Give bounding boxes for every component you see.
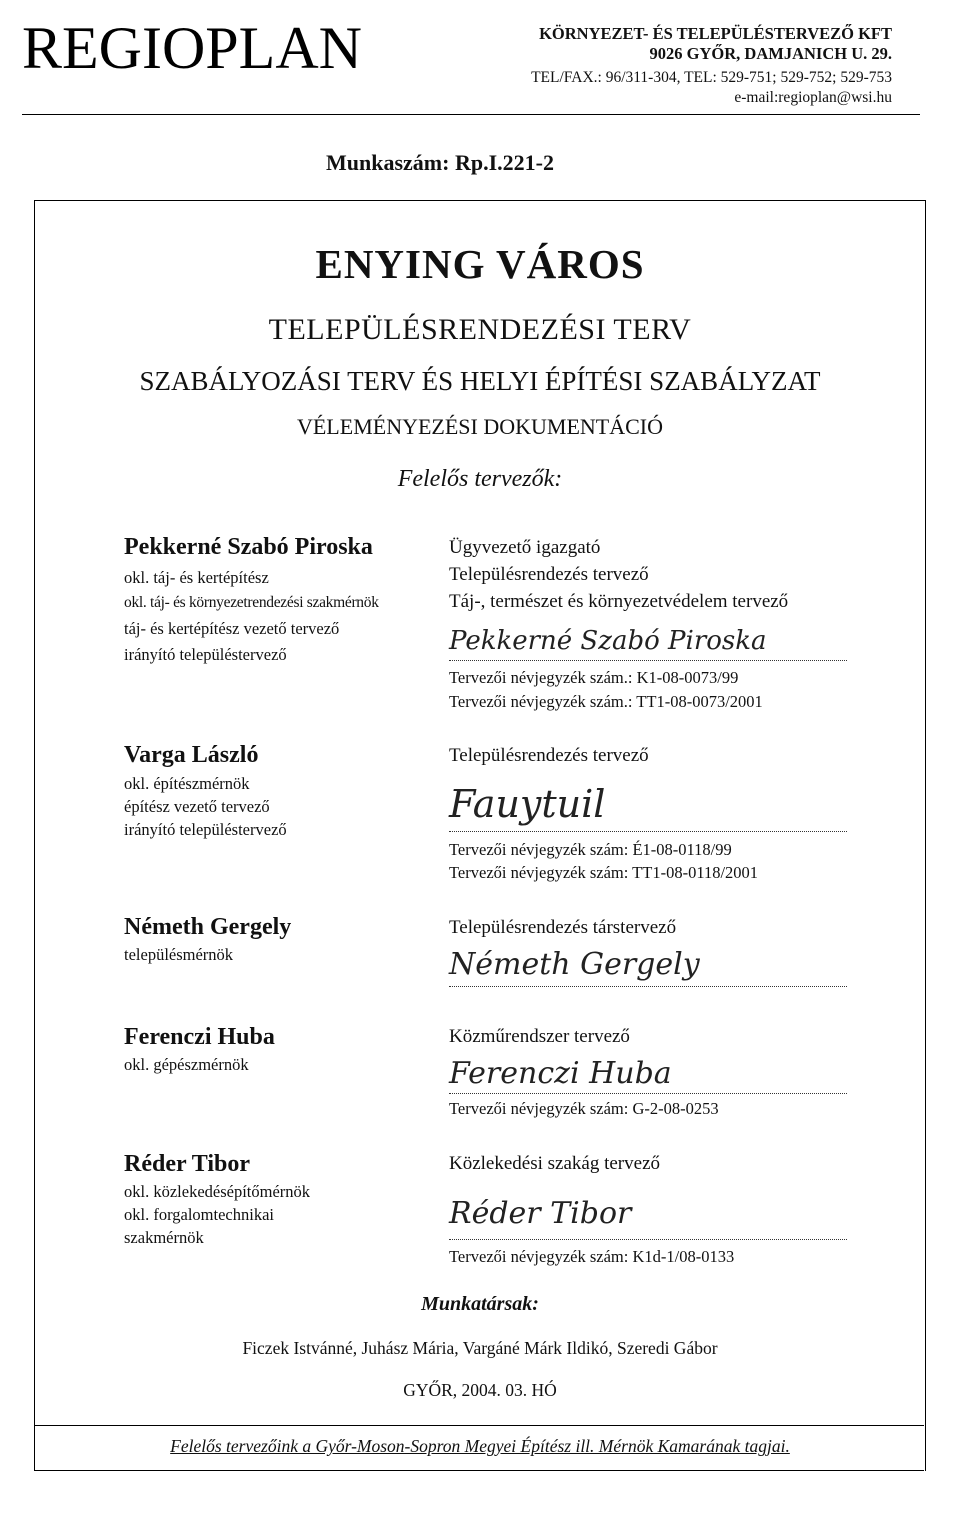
signature: Németh Gergely bbox=[449, 947, 700, 982]
planner-qualification: településmérnök bbox=[124, 945, 234, 964]
planner-name: Varga László bbox=[124, 742, 259, 768]
plan-title: TELEPÜLÉSRENDEZÉSI TERV bbox=[268, 313, 692, 346]
signature-line bbox=[449, 1093, 847, 1094]
signature-line bbox=[449, 831, 847, 832]
planner-qualification: építész vezető tervező bbox=[124, 797, 270, 816]
registry-number: Tervezői névjegyzék szám.: TT1-08-0073/2001 bbox=[449, 692, 763, 711]
planner-qualification: irányító településtervező bbox=[124, 820, 287, 839]
signature: Réder Tibor bbox=[449, 1196, 632, 1231]
footer-bottom-rule bbox=[34, 1470, 924, 1471]
planner-qualification: okl. közlekedésépítőmérnök bbox=[124, 1182, 311, 1201]
planner-role: Közműrendszer tervező bbox=[449, 1026, 630, 1047]
signature-line bbox=[449, 986, 847, 987]
footer-divider bbox=[34, 1425, 924, 1426]
signature-line bbox=[449, 1239, 847, 1240]
planner-role: Táj-, természet és környezetvédelem tervező bbox=[449, 591, 789, 612]
registry-number: Tervezői névjegyzék szám: K1d-1/08-0133 bbox=[449, 1247, 735, 1266]
planner-role: Közlekedési szakág tervező bbox=[449, 1153, 661, 1174]
planner-qualification: irányító településtervező bbox=[124, 645, 287, 664]
collaborators-list: Ficzek Istvánné, Juhász Mária, Vargáné Márk Ildikó, Szeredi Gábor bbox=[242, 1338, 718, 1358]
signature-line bbox=[449, 660, 847, 661]
city-title: ENYING VÁROS bbox=[315, 241, 645, 287]
planner-qualification: okl. építészmérnök bbox=[124, 774, 250, 793]
planner-qualification: okl. táj- és környezetrendezési szakmérnök bbox=[124, 594, 379, 611]
registry-number: Tervezői névjegyzék szám: G-2-08-0253 bbox=[449, 1099, 719, 1118]
planner-role: Településrendezés társtervező bbox=[449, 917, 677, 938]
header-divider bbox=[22, 114, 920, 115]
subplan-title: SZABÁLYOZÁSI TERV ÉS HELYI ÉPÍTÉSI SZABÁLYZAT bbox=[139, 366, 821, 396]
planner-qualification: táj- és kertépítész vezető tervező bbox=[124, 619, 340, 638]
planner-qualification: okl. táj- és kertépítész bbox=[124, 568, 269, 587]
signature: Pekkerné Szabó Piroska bbox=[449, 626, 767, 656]
planner-qualification: szakmérnök bbox=[124, 1228, 204, 1247]
signature: Fauytuil bbox=[449, 782, 606, 826]
footer-note: Felelős tervezőink a Győr-Moson-Sopron Megyei Építész ill. Mérnök Kamarának tagjai. bbox=[170, 1436, 790, 1456]
collaborators-heading: Munkatársak: bbox=[421, 1293, 539, 1315]
company-logo: REGIOPLAN bbox=[22, 15, 362, 81]
planner-role: Településrendezés tervező bbox=[449, 564, 649, 585]
planner-name: Réder Tibor bbox=[124, 1151, 251, 1177]
planner-role: Településrendezés tervező bbox=[449, 745, 649, 766]
signature: Ferenczi Huba bbox=[449, 1056, 672, 1091]
planner-name: Ferenczi Huba bbox=[124, 1024, 275, 1050]
company-name: KÖRNYEZET- ÉS TELEPÜLÉSTERVEZŐ KFT bbox=[539, 24, 892, 43]
planner-name: Németh Gergely bbox=[124, 914, 292, 940]
work-number: Munkaszám: Rp.I.221-2 bbox=[326, 150, 554, 175]
doc-type: VÉLEMÉNYEZÉSI DOKUMENTÁCIÓ bbox=[296, 414, 663, 439]
responsible-heading: Felelős tervezők: bbox=[397, 466, 563, 492]
planner-role: Ügyvezető igazgató bbox=[449, 537, 601, 558]
document-date: GYŐR, 2004. 03. HÓ bbox=[403, 1380, 557, 1400]
planner-name: Pekkerné Szabó Piroska bbox=[124, 534, 373, 560]
company-email: e-mail:regioplan@wsi.hu bbox=[734, 89, 892, 106]
company-phone: TEL/FAX.: 96/311-304, TEL: 529-751; 529-752; 529-753 bbox=[531, 69, 892, 86]
registry-number: Tervezői névjegyzék szám.: K1-08-0073/99 bbox=[449, 668, 739, 687]
registry-number: Tervezői névjegyzék szám: TT1-08-0118/2001 bbox=[449, 863, 759, 882]
planner-qualification: okl. forgalomtechnikai bbox=[124, 1205, 274, 1224]
planner-qualification: okl. gépészmérnök bbox=[124, 1055, 249, 1074]
registry-number: Tervezői névjegyzék szám: É1-08-0118/99 bbox=[449, 840, 732, 859]
company-address: 9026 GYŐR, DAMJANICH U. 29. bbox=[649, 44, 892, 63]
